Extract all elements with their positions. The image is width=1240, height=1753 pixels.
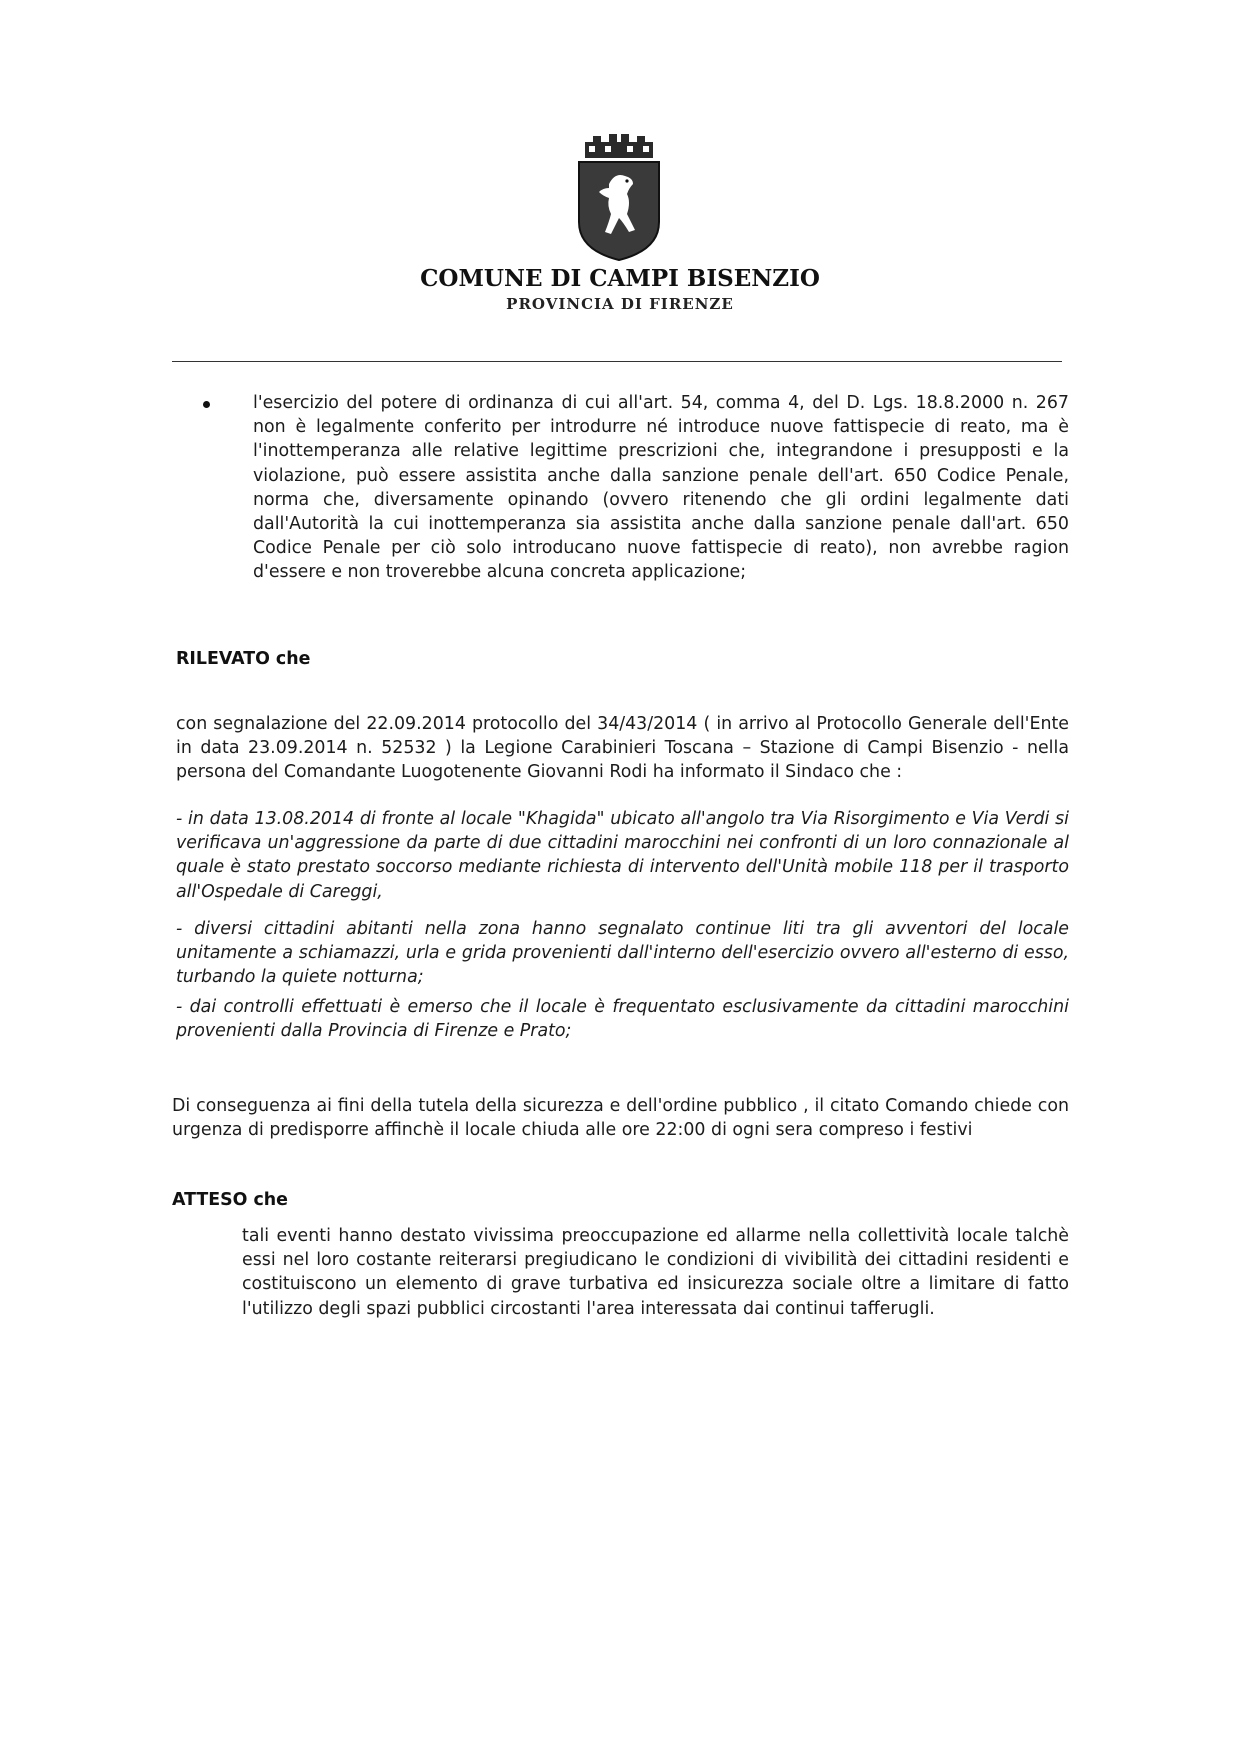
atteso-paragraph: tali eventi hanno destato vivissima preoccupazione ed allarme nella collettività locale talchè essi nel loro costante reiterarsi pregiudicano le condizioni di vivibilità dei cittadini residenti e costituiscono un elemento di grave turbativa ed insicurezza sociale oltre a limitare di fatto l'utilizzo degli spazi pubblici circostanti l'area interessata dai continui tafferugli.: [242, 1226, 1069, 1319]
rilevato-item: - diversi cittadini abitanti nella zona hanno segnalato continue liti tra gli avventori del locale unitamente a schiamazzi, urla e grida provenienti dall'interno dell'esercizio ovvero all'esterno di esso, turbando la quiete notturna;: [176, 919, 1069, 988]
municipality-title: COMUNE DI CAMPI BISENZIO: [420, 265, 820, 292]
rilevato-heading: RILEVATO che: [176, 649, 311, 669]
atteso-heading: ATTESO che: [172, 1190, 288, 1210]
bullet-icon: [203, 401, 210, 408]
bullet-paragraph: l'esercizio del potere di ordinanza di cui all'art. 54, comma 4, del D. Lgs. 18.8.2000 n. 267 non è legalmente conferito per introdurre né introduce nuove fattispecie di reato, ma è l'inottemperanza alle relative legittime prescrizioni che, integrandone i presupposti e la violazione, può essere assistita anche dalla sanzione penale dell'art. 650 Codice Penale, norma che, diversamente opinando (ovvero ritenendo che gli ordini legalmente dati dall'Autorità la cui inottemperanza sia assistita anche dalla sanzione penale dall'art. 650 Codice Penale per ciò solo introducano nuove fattispecie di reato), non avrebbe ragion d'essere e non troverebbe alcuna concreta applicazione;: [253, 393, 1069, 583]
rilevato-item: - in data 13.08.2014 di fronte al locale "Khagida" ubicato all'angolo tra Via Risorgimento e Via Verdi si verificava un'aggressione da parte di due cittadini marocchini nei confronti di un loro connazionale al quale è stato prestato soccorso mediante richiesta di intervento dell'Unità mobile 118 per il trasporto all'Ospedale di Careggi,: [176, 809, 1069, 902]
rilevato-item: - dai controlli effettuati è emerso che il locale è frequentato esclusivamente da cittadini marocchini provenienti dalla Provincia di Firenze e Prato;: [176, 997, 1069, 1042]
rilevato-intro: con segnalazione del 22.09.2014 protocollo del 34/43/2014 ( in arrivo al Protocollo Generale dell'Ente in data 23.09.2014 n. 52532 ) la Legione Carabinieri Toscana – Stazione di Campi Bisenzio - nella persona del Comandante Luogotenente Giovanni Rodi ha informato il Sindaco che :: [176, 714, 1069, 783]
consequence-paragraph: Di conseguenza ai fini della tutela della sicurezza e dell'ordine pubblico , il citato Comando chiede con urgenza di predisporre affinchè il locale chiuda alle ore 22:00 di ogni sera compreso i festivi: [172, 1096, 1069, 1141]
header-divider: [172, 361, 1062, 362]
coat-of-arms-icon: [569, 122, 669, 262]
province-subtitle: PROVINCIA DI FIRENZE: [506, 295, 734, 313]
